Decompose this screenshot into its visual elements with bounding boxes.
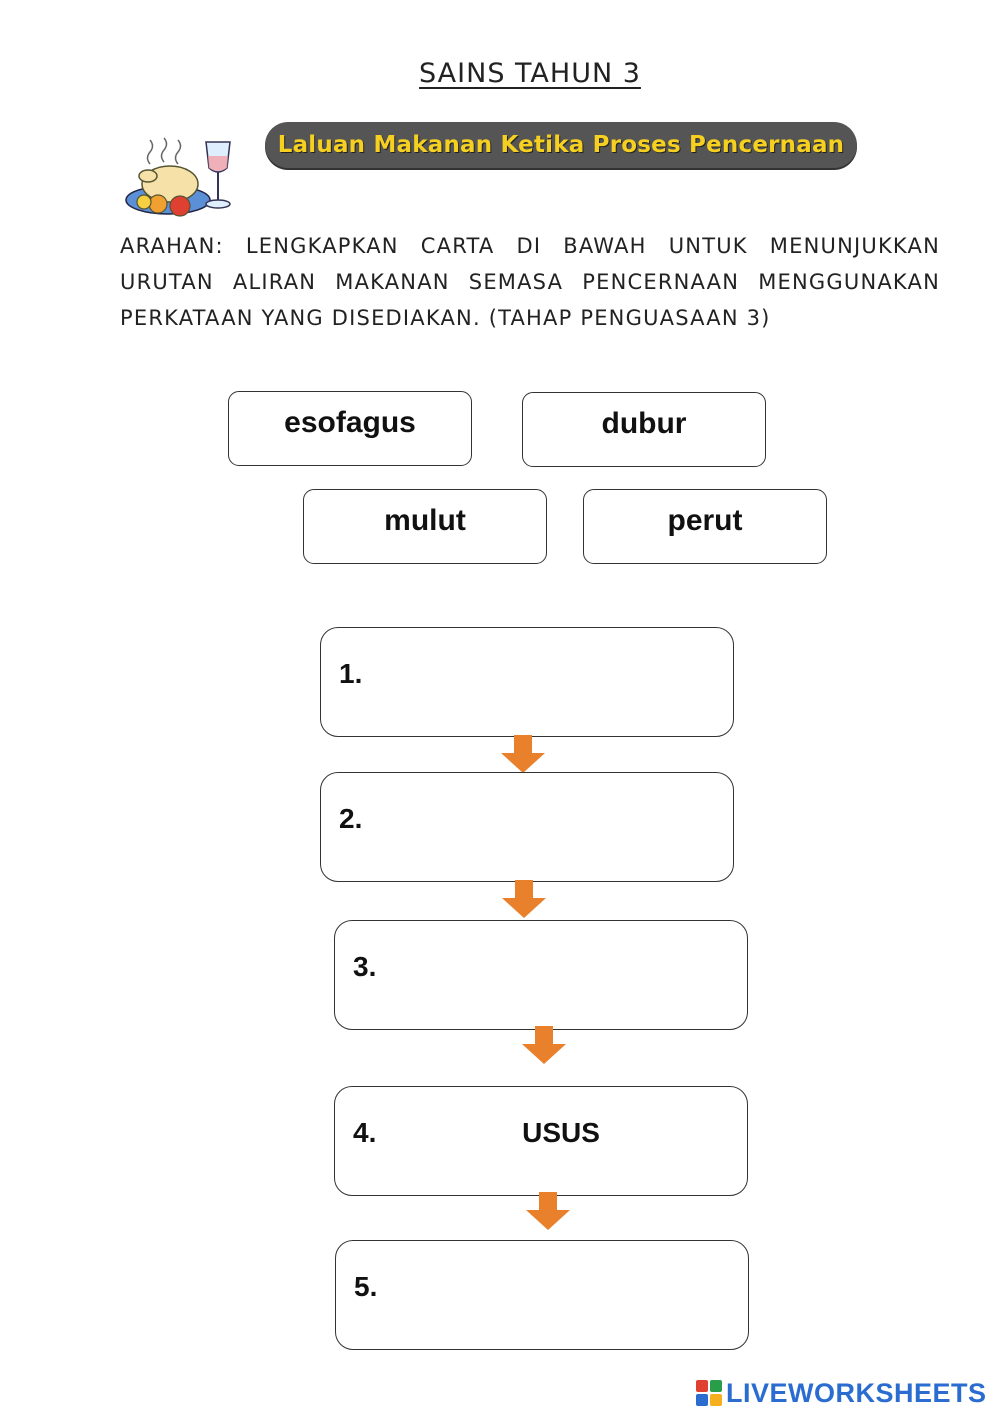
- liveworksheets-logo: [696, 1376, 987, 1410]
- food-illustration-icon: [122, 130, 242, 222]
- arrow-down-icon: [502, 880, 546, 918]
- flow-step-4[interactable]: [334, 1086, 748, 1196]
- topic-banner: [265, 122, 857, 168]
- step-number: 3.: [353, 951, 377, 982]
- flow-step-3[interactable]: [334, 920, 748, 1030]
- step-number: 5.: [354, 1271, 378, 1302]
- arrow-down-icon: [526, 1192, 570, 1230]
- instructions: ARAHAN: LENGKAPKAN CARTA DI BAWAH UNTUK MENUNJUKKAN URUTAN ALIRAN MAKANAN SEMASA PENCERNAAN MENGGUNAKAN PERKATAAN YANG DISEDIAKAN. (TAHAP PENGUASAAN 3): [120, 234, 940, 330]
- arrow-down-icon: [522, 1026, 566, 1064]
- flow-step-5[interactable]: [335, 1240, 749, 1350]
- word-card-perut[interactable]: perut: [583, 489, 827, 564]
- step-number: 2.: [339, 803, 363, 834]
- word-card-mulut[interactable]: mulut: [303, 489, 547, 564]
- step-answer: USUS: [522, 1117, 600, 1148]
- step-number: 4.: [353, 1117, 377, 1148]
- flow-step-1[interactable]: [320, 627, 734, 737]
- flow-step-2[interactable]: [320, 772, 734, 882]
- arrow-down-icon: [501, 735, 545, 773]
- page-title: SAINS TAHUN 3: [419, 58, 641, 89]
- topic-banner-text: Laluan Makanan Ketika Proses Pencernaan: [277, 132, 845, 158]
- step-number: 1.: [339, 658, 363, 689]
- liveworksheets-logo-icon: [696, 1380, 722, 1406]
- word-card-esofagus[interactable]: esofagus: [228, 391, 472, 466]
- word-card-dubur[interactable]: dubur: [522, 392, 766, 467]
- logo-text: LIVEWORKSHEETS: [726, 1377, 987, 1408]
